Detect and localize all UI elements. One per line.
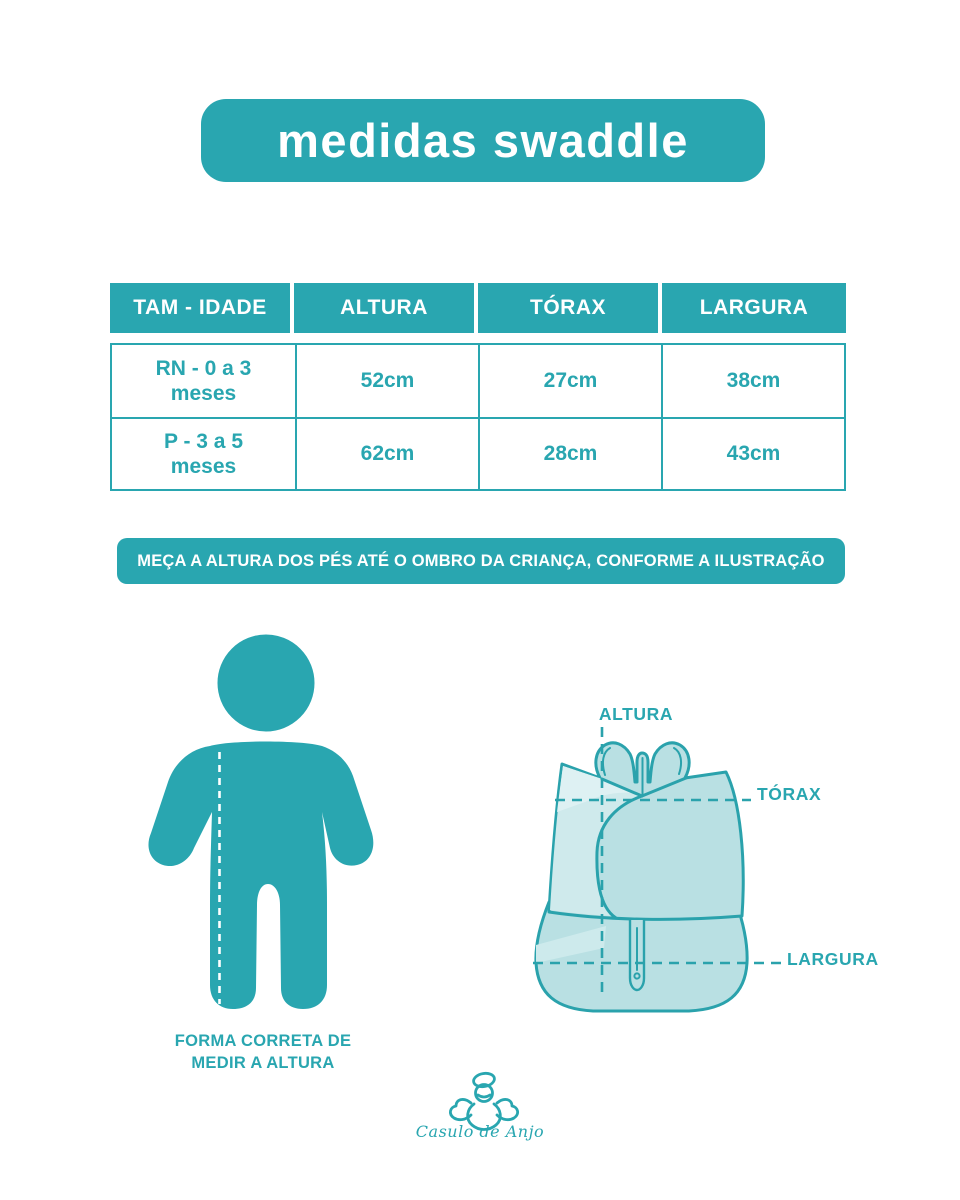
col-header-largura: LARGURA bbox=[662, 283, 846, 333]
table-cell-torax-rn: 27cm bbox=[478, 345, 661, 417]
col-header-torax: TÓRAX bbox=[478, 283, 662, 333]
torax-label: TÓRAX bbox=[757, 784, 822, 804]
brand-wordmark: Casulo de Anjo bbox=[415, 1122, 545, 1141]
swaddle-illustration bbox=[536, 743, 747, 1011]
col-header-altura: ALTURA bbox=[294, 283, 478, 333]
measuring-caption-line2: MEDIR A ALTURA bbox=[191, 1054, 335, 1072]
instruction-banner-text: MEÇA A ALTURA DOS PÉS ATÉ O OMBRO DA CRIANÇA, CONFORME A ILUSTRAÇÃO bbox=[137, 551, 825, 570]
table-cell-size-rn: RN - 0 a 3 meses bbox=[155, 356, 252, 405]
measuring-caption bbox=[148, 1030, 378, 1074]
col-header-tam-idade: TAM - IDADE bbox=[110, 283, 294, 333]
table-cell-largura-p: 43cm bbox=[661, 417, 844, 489]
table-cell-size-p: P - 3 a 5 meses bbox=[112, 417, 295, 489]
child-head bbox=[215, 632, 317, 734]
altura-label: ALTURA bbox=[598, 704, 674, 724]
table-cell-altura-rn: 52cm bbox=[295, 345, 478, 417]
table-cell-torax-p: 28cm bbox=[478, 417, 661, 489]
child-figure-illustration bbox=[148, 632, 373, 1009]
table-cell-altura-p: 62cm bbox=[295, 417, 478, 489]
largura-label: LARGURA bbox=[787, 949, 879, 969]
measuring-caption-line1: FORMA CORRETA DE bbox=[174, 1032, 352, 1050]
angel-logo-icon bbox=[450, 1072, 517, 1130]
table-cell-largura-rn: 38cm bbox=[661, 345, 844, 417]
page-title-text: medidas swaddle bbox=[277, 114, 689, 167]
